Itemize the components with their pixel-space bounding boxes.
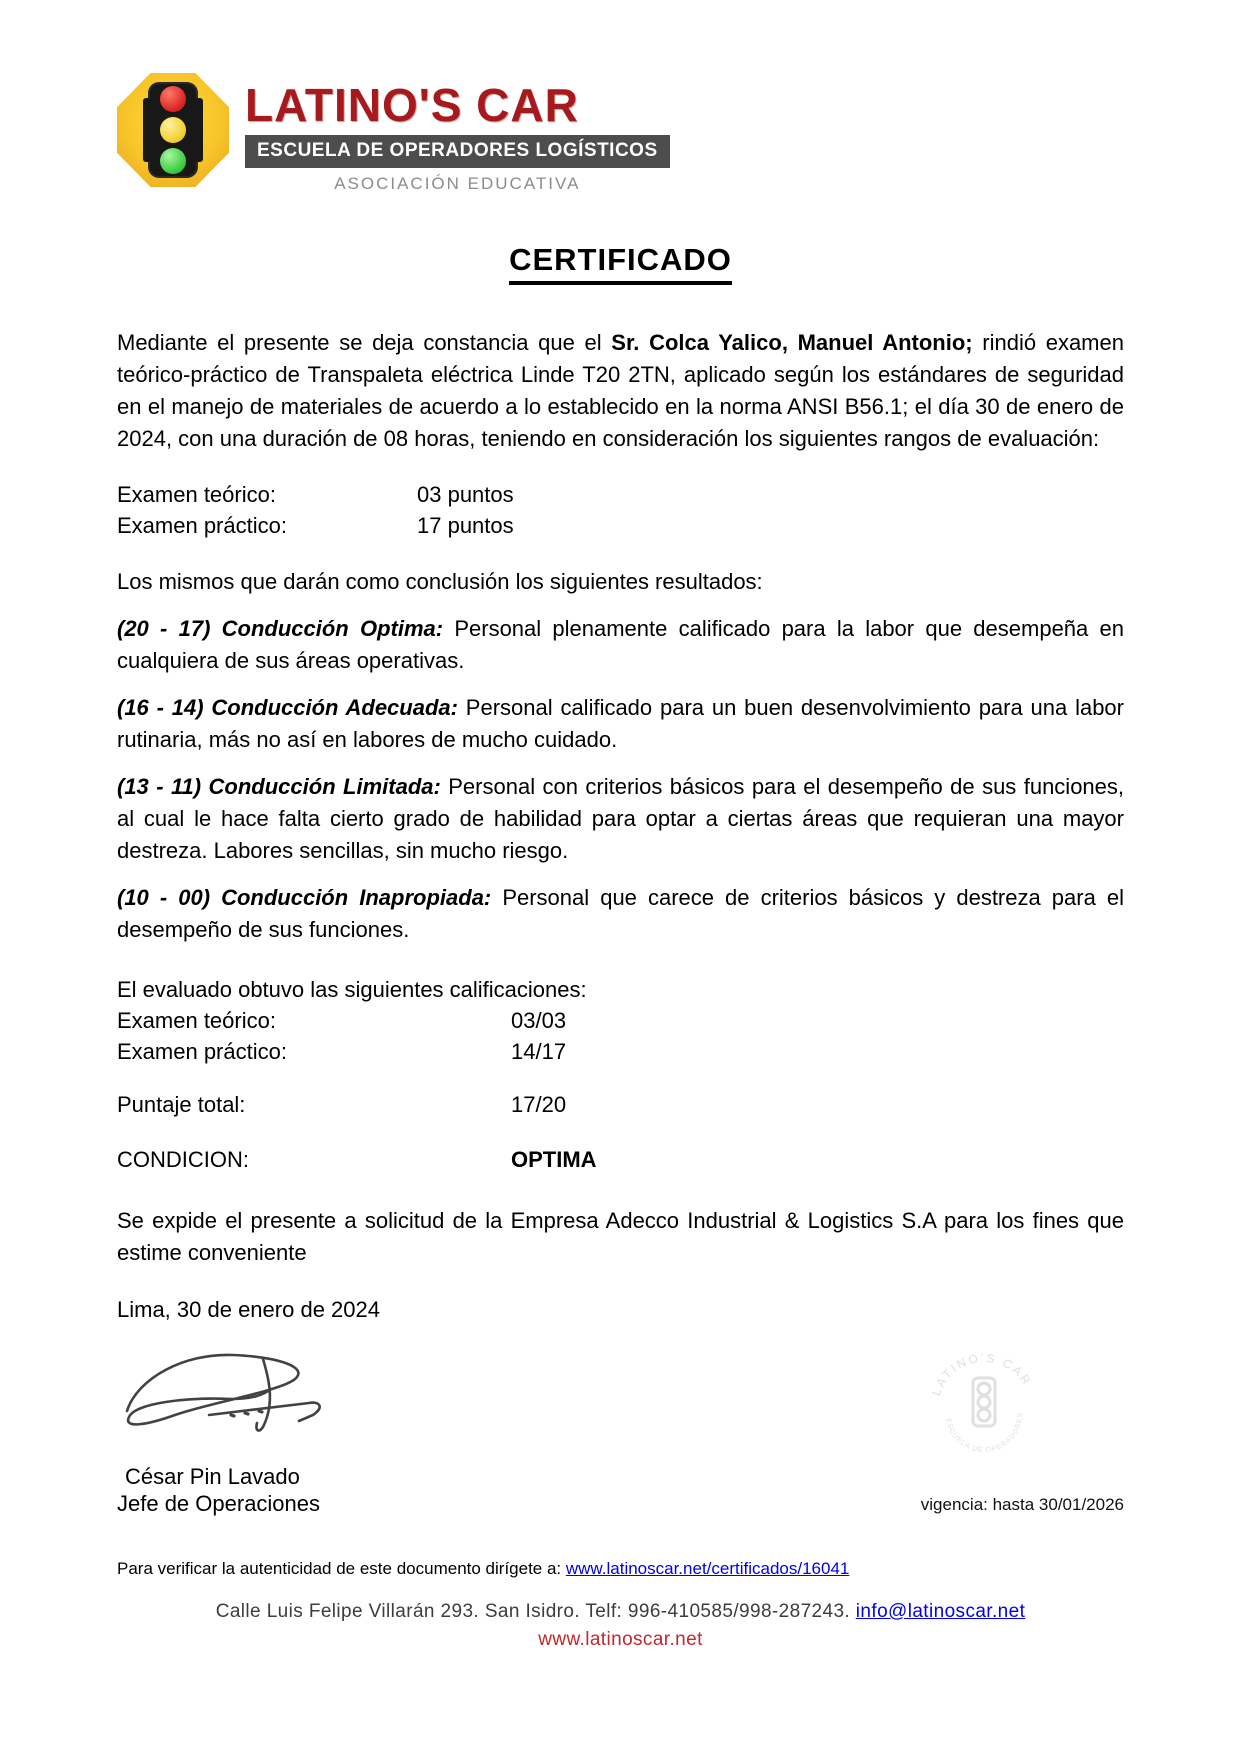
intro-paragraph (117, 327, 1124, 455)
signatory-role: Jefe de Operaciones (117, 1491, 321, 1516)
initial-scores (117, 479, 1124, 541)
brand-subtitle: ASOCIACIÓN EDUCATIVA (334, 174, 581, 193)
traffic-light-body (150, 84, 196, 176)
rating-limitada (117, 771, 1124, 867)
rating-description: Personal plenamente calificado para la labor que desempeña en cualquiera de sus áreas operativas. (117, 616, 1124, 673)
final-scores-intro (117, 974, 1124, 1005)
rating-range-label: (20 - 17) Conducción Optima: (117, 616, 444, 641)
condition-label: CONDICION: (117, 1147, 249, 1172)
score-value: 03 puntos (417, 482, 514, 507)
svg-text:ESCUELA DE OPERADORES (944, 1412, 1024, 1454)
watermark-arc-bottom: ESCUELA DE OPERADORES (944, 1411, 1025, 1455)
logo-text (245, 73, 670, 194)
score-value: 17 puntos (417, 513, 514, 538)
final-scores-intro-text: El evaluado obtuvo las siguientes calificaciones: (117, 977, 587, 1002)
svg-text:LATINO'S CAR (929, 1351, 1035, 1398)
traffic-light-icon (117, 73, 229, 187)
certificate-title: CERTIFICADO (509, 242, 732, 285)
brand-name: LATINO'S CAR (245, 79, 579, 131)
rating-range-label: (16 - 14) Conducción Adecuada: (117, 695, 458, 720)
total-score-label: Puntaje total: (117, 1092, 246, 1117)
holder-name: Sr. Colca Yalico, Manuel Antonio; (611, 330, 973, 355)
traffic-light-lamp-red (160, 86, 186, 112)
score-row-theory (117, 479, 1124, 510)
rating-description: Personal con criterios básicos para el desempeño de sus funciones, al cual le hace falta cierto grado de habilidad para optar a ciertas áreas que requieran una mayor destreza. Labores sencillas, sin mucho riesgo. (117, 774, 1125, 863)
rating-optima (117, 613, 1124, 677)
score-label: Examen teórico: (117, 482, 276, 507)
intro-before-name: Mediante el presente se deja constancia que el (117, 330, 612, 355)
traffic-light-bracket-right (195, 98, 203, 162)
score-row-practice (117, 510, 1124, 541)
email-link[interactable]: info@latinoscar.net (855, 1601, 1026, 1622)
verify-text: Para verificar la autenticidad de este documento dirígete a: (117, 1559, 566, 1578)
final-score-value: 14/17 (511, 1039, 567, 1064)
rating-description: Personal calificado para un buen desenvolvimiento para una labor rutinaria, más no así en labores de mucho cuidado. (117, 695, 1124, 752)
certificate-title-wrap (117, 242, 1124, 285)
condition-row (117, 1144, 1124, 1175)
score-label: Examen práctico: (117, 513, 287, 538)
total-score-row (117, 1089, 1124, 1120)
rating-range-label: (10 - 00) Conducción Inapropiada: (117, 885, 492, 910)
traffic-light-lamp-green (160, 148, 186, 174)
issue-paragraph: Se expide el presente a solicitud de la Empresa Adecco Industrial & Logistics S.A para los fines que estime conveniente (117, 1208, 1124, 1265)
rating-inapropiada (117, 882, 1124, 946)
verify-link[interactable]: www.latinoscar.net/certificados/16041 (565, 1559, 850, 1578)
validity-text: vigencia: hasta 30/01/2026 (920, 1495, 1124, 1514)
intro-after-name: rindió examen teórico-práctico de Transpaleta eléctrica Linde T20 2TN, aplicado según los estándares de seguridad en el manejo de materiales de acuerdo a lo establecido en la norma ANSI B56.1; el día 30 de enero de 2024, con una duración de 08 horas, teniendo en consideración los siguientes rangos de evaluación: (117, 330, 1124, 451)
brand-tagline: ESCUELA DE OPERADORES LOGÍSTICOS (245, 135, 670, 168)
results-intro: Los mismos que darán como conclusión los siguientes resultados: (117, 569, 763, 594)
rating-scale (117, 613, 1124, 946)
signatory (117, 1463, 320, 1517)
rating-adecuada (117, 692, 1124, 756)
final-score-row-theory (117, 1005, 1124, 1036)
traffic-light-bracket-left (143, 98, 151, 162)
final-score-label: Examen teórico: (117, 1008, 276, 1033)
address-line (117, 1601, 1124, 1623)
watermark-seal (925, 1344, 1043, 1466)
condition-value: OPTIMA (511, 1147, 597, 1172)
place-date: Lima, 30 de enero de 2024 (117, 1297, 380, 1322)
total-score-value: 17/20 (511, 1092, 567, 1117)
watermark-arc-top: LATINO'S CAR (928, 1350, 1035, 1398)
address-text: Calle Luis Felipe Villarán 293. San Isidro. Telf: 996-410585/998-287243. (215, 1601, 856, 1622)
rating-description: Personal que carece de criterios básicos y destreza para el desempeño de sus funciones. (117, 885, 1124, 942)
logo (117, 0, 1124, 194)
rating-range-label: (13 - 11) Conducción Limitada: (117, 774, 441, 799)
website-text: www.latinoscar.net (538, 1629, 703, 1650)
signatory-name: César Pin Lavado (125, 1464, 300, 1489)
verify-line (117, 1559, 1124, 1579)
final-score-row-practice (117, 1036, 1124, 1067)
final-score-value: 03/03 (511, 1008, 567, 1033)
signature-image (113, 1345, 343, 1445)
final-scores (117, 974, 1124, 1175)
final-score-label: Examen práctico: (117, 1039, 287, 1064)
traffic-light-lamp-yellow (160, 117, 186, 143)
